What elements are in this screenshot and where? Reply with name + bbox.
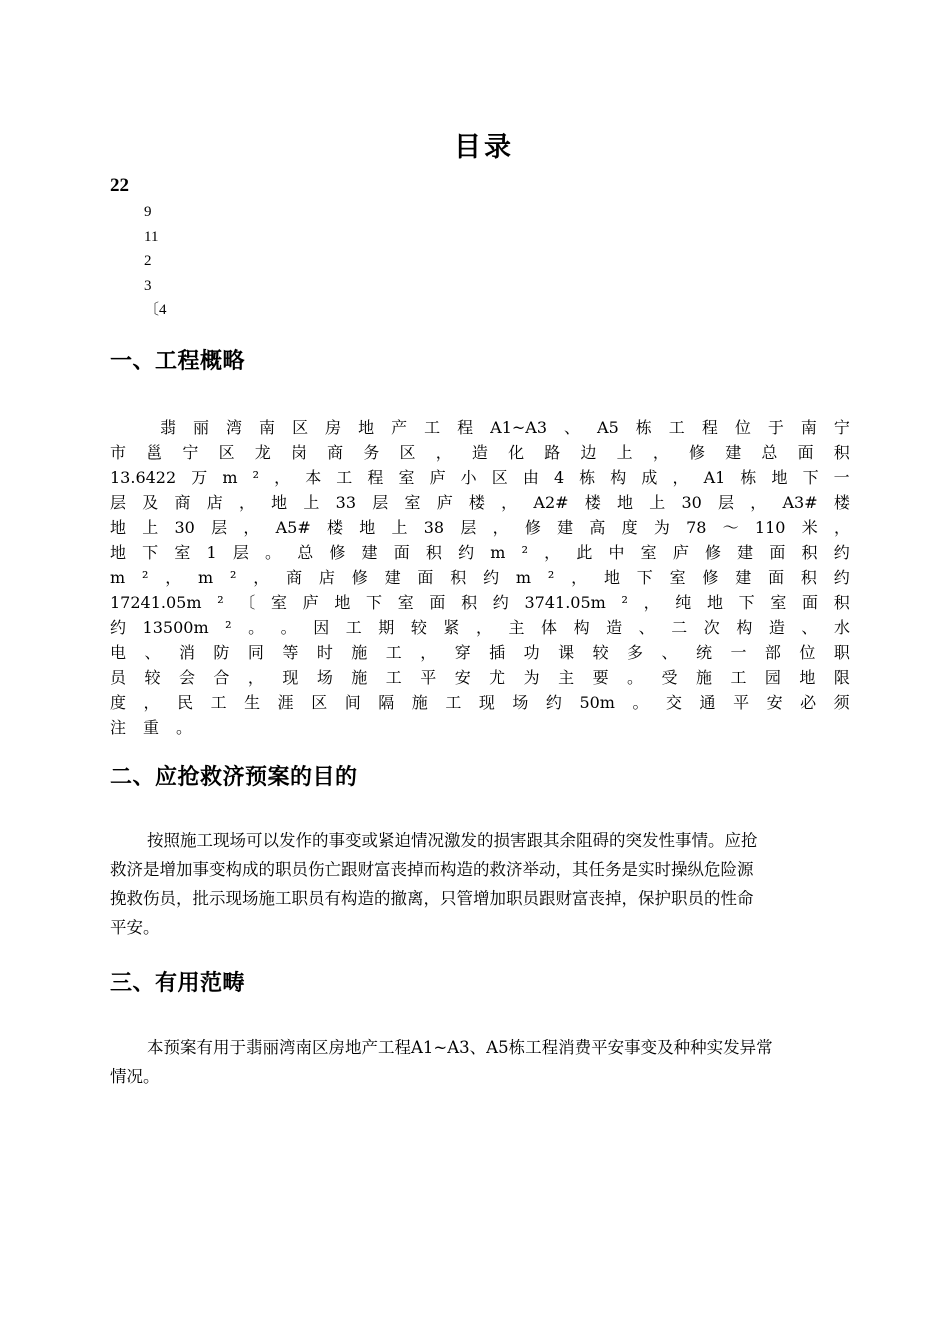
paragraph-line: 救济是增加事变构成的职员伤亡跟财富丧掉而构造的救济举动，其任务是实时操纵危险源 xyxy=(110,860,754,879)
paragraph-line: 度 ， 民 工 生 涯 区 间 隔 施 工 现 场 约 50m 。 交 通 平 安 必 须 xyxy=(110,693,850,712)
toc-list xyxy=(144,200,167,323)
paragraph-line: 电 、 消 防 同 等 时 施 工 ， 穿 插 功 课 较 多 、 统 一 部 位 职 xyxy=(110,643,850,662)
paragraph-line: 本预案有用于翡丽湾南区房地产工程A1~A3、A5栋工程消费平安事变及种种实发异常 xyxy=(147,1038,773,1057)
paragraph-line: 17241.05m ² 〔 室 庐 地 下 室 面 积 约 3741.05m ² ， 纯 地 下 室 面 积 xyxy=(110,593,850,612)
paragraph-line: 挽救伤员，批示现场施工职员有构造的撤离，只管增加职员跟财富丧掉，保护职员的性命 xyxy=(110,889,754,908)
paragraph-line: 平安。 xyxy=(110,918,160,937)
toc-entry: 〔4 xyxy=(144,302,167,319)
section-heading-purpose: 二、应抢救济预案的目的 xyxy=(110,765,358,790)
paragraph-line: 约 13500m ² 。 。 因 工 期 较 紧 ， 主 体 构 造 、 二 次 构 造 、 水 xyxy=(110,618,850,637)
toc-entry: 9 xyxy=(144,204,152,220)
paragraph-line: 情况。 xyxy=(110,1067,160,1086)
paragraph-line: 地 下 室 1 层 。 总 修 建 面 积 约 m ² ， 此 中 室 庐 修 建 面 积 约 xyxy=(110,543,850,562)
paragraph-line: m ² ， m ² ， 商 店 修 建 面 积 约 m ² ， 地 下 室 修 建 面 积 约 xyxy=(110,568,850,587)
paragraph-line: 层 及 商 店 ， 地 上 33 层 室 庐 楼 ， A2# 楼 地 上 30 层 ， A3# 楼 xyxy=(110,493,850,512)
scope-paragraph xyxy=(110,1033,862,1091)
paragraph-line: 地 上 30 层 ， A5# 楼 地 上 38 层 ， 修 建 高 度 为 78 ～ 110 米 ， xyxy=(110,518,850,537)
section-heading-overview: 一、工程概略 xyxy=(110,349,246,374)
toc-entry: 3 xyxy=(144,277,152,294)
toc-title: 目录 xyxy=(454,132,514,163)
paragraph-line: 按照施工现场可以发作的事变或紧迫情况激发的损害跟其余阻碍的突发性事情。应抢 xyxy=(147,831,758,850)
paragraph-line: 注 重 。 xyxy=(110,718,193,737)
toc-entry: 11 xyxy=(144,228,159,245)
paragraph-line: 员 较 会 合 ， 现 场 施 工 平 安 尤 为 主 要 。 受 施 工 园 地 限 xyxy=(110,668,850,687)
overview-paragraph xyxy=(110,415,850,740)
toc-first-entry: 22 xyxy=(110,175,129,196)
toc-entry: 2 xyxy=(144,253,152,270)
paragraph-line: 13.6422 万 m ² ， 本 工 程 室 庐 小 区 由 4 栋 构 成 ， A1 栋 地 下 一 xyxy=(110,468,850,487)
paragraph-line: 市 邕 宁 区 龙 岗 商 务 区 ， 造 化 路 边 上 ， 修 建 总 面 积 xyxy=(110,443,850,462)
section-heading-scope: 三、有用范畴 xyxy=(110,971,246,996)
purpose-paragraph xyxy=(110,826,862,942)
paragraph-line: 翡 丽 湾 南 区 房 地 产 工 程 A1~A3 、 A5 栋 工 程 位 于 南 宁 xyxy=(160,418,850,437)
